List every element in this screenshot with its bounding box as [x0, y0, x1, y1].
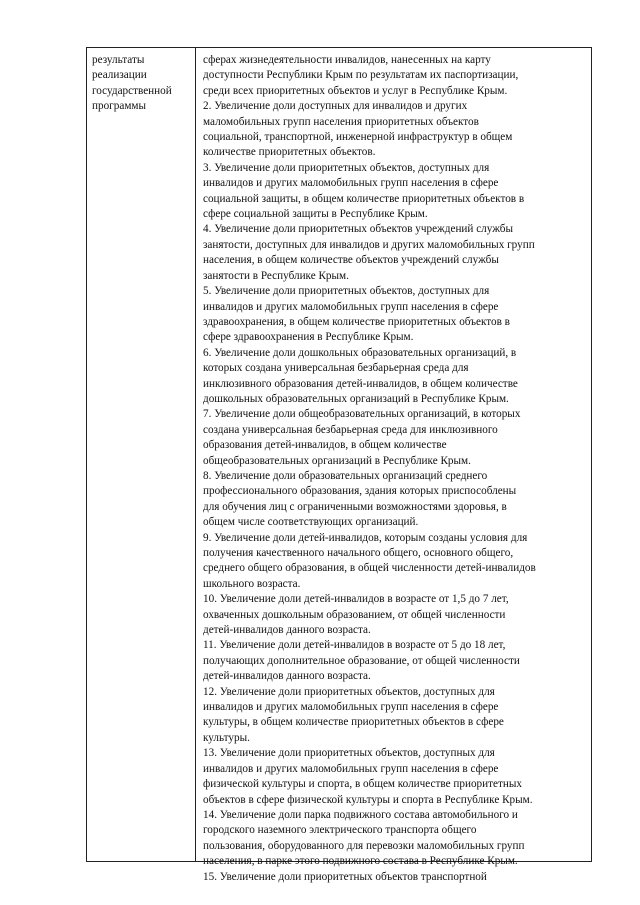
- right-cell-line: городского наземного электрического транспорта общего: [203, 824, 477, 837]
- right-cell-line: доступности Республики Крым по результатам их паспортизации,: [203, 69, 519, 82]
- right-cell-line: профессионального образования, здания которых приспособлены: [203, 485, 517, 498]
- right-cell-line: сферах жизнедеятельности инвалидов, нанесенных на карту: [203, 54, 491, 66]
- right-cell-line: создана универсальная безбарьерная среда для инклюзивного: [203, 423, 498, 436]
- right-cell-line: образования детей-инвалидов, в общем количестве: [203, 439, 447, 452]
- right-cell-content: [196, 48, 591, 883]
- left-cell-label: [87, 48, 196, 861]
- right-cell-line: населения, в парке этого подвижного состава в Республике Крым.: [203, 855, 518, 868]
- right-cell-line: общеобразовательных организаций в Республике Крым.: [203, 454, 471, 467]
- right-cell-line: общем числе соответствующих организаций.: [203, 516, 419, 529]
- right-cell-line: занятости в Республике Крым.: [203, 269, 349, 282]
- right-cell-line: 10. Увеличение доли детей-инвалидов в возрасте от 1,5 до 7 лет,: [203, 593, 509, 606]
- right-cell-line: которых создана универсальная безбарьерная среда для: [203, 362, 469, 375]
- right-cell-line: дошкольных образовательных организаций в Республике Крым.: [203, 392, 509, 405]
- right-cell-line: инклюзивного образования детей-инвалидов, в общем количестве: [203, 377, 518, 390]
- right-cell-line: 4. Увеличение доли приоритетных объектов учреждений службы: [203, 223, 513, 236]
- right-cell-line: инвалидов и других маломобильных групп населения в сфере: [203, 701, 499, 714]
- right-cell-line: 7. Увеличение доли общеобразовательных организаций, в которых: [203, 408, 521, 421]
- right-cell-line: занятости, доступных для инвалидов и других маломобильных групп: [203, 238, 535, 251]
- right-cell-line: культуры, в общем количестве приоритетных объектов в сфере: [203, 716, 504, 729]
- right-cell-line: инвалидов и других маломобильных групп населения в сфере: [203, 762, 499, 775]
- right-cell-line: населения, в общем количестве объектов учреждений службы: [203, 254, 499, 267]
- right-cell-line: 14. Увеличение доли парка подвижного состава автомобильного и: [203, 808, 518, 821]
- right-cell-line: 6. Увеличение доли дошкольных образовательных организаций, в: [203, 346, 517, 359]
- left-cell-line: программы: [92, 100, 146, 113]
- right-cell-line: получающих дополнительное образование, от общей численности: [203, 654, 520, 667]
- right-cell-line: 9. Увеличение доли детей-инвалидов, которым созданы условия для: [203, 531, 528, 544]
- right-cell-line: маломобильных групп населения приоритетных объектов: [203, 115, 479, 128]
- left-cell-line: результаты: [92, 54, 145, 66]
- right-cell-line: культуры.: [203, 731, 250, 744]
- right-cell-line: школьного возраста.: [203, 577, 301, 590]
- right-cell-line: детей-инвалидов данного возраста.: [203, 624, 371, 637]
- left-cell-line: реализации: [92, 69, 147, 82]
- right-cell-line: сфере социальной защиты в Республике Крым.: [203, 208, 428, 221]
- right-cell-line: получения качественного начального общего, основного общего,: [203, 547, 514, 559]
- right-cell-line: пользования, оборудованного для перевозки маломобильных групп: [203, 839, 525, 852]
- right-cell-line: инвалидов и других маломобильных групп населения в сфере: [203, 300, 499, 313]
- right-cell-line: социальной защиты, в общем количестве приоритетных объектов в: [203, 192, 525, 205]
- right-cell-line: количестве приоритетных объектов.: [203, 146, 376, 159]
- results-table: [86, 47, 592, 883]
- right-cell-line: здравоохранения, в общем количестве приоритетных объектов в: [203, 315, 510, 328]
- page-footer-mark: [314, 880, 326, 882]
- right-cell-line: 3. Увеличение доли приоритетных объектов, доступных для: [203, 161, 490, 174]
- right-cell-line: 5. Увеличение доли приоритетных объектов, доступных для: [203, 285, 490, 298]
- right-cell-line: 12. Увеличение доли приоритетных объектов, доступных для: [203, 685, 495, 698]
- right-cell-line: охваченных дошкольным образованием, от общей численности: [203, 608, 506, 621]
- right-cell-line: объектов в сфере физической культуры и спорта в Республике Крым.: [203, 793, 533, 806]
- right-cell-line: 15. Увеличение доли приоритетных объектов транспортной: [203, 870, 487, 883]
- right-cell-line: для обучения лиц с ограниченными возможностями здоровья, в: [203, 500, 507, 513]
- right-cell-line: 2. Увеличение доли доступных для инвалидов и других: [203, 100, 468, 113]
- right-cell-line: детей-инвалидов данного возраста.: [203, 670, 371, 683]
- right-cell-line: среди всех приоритетных объектов и услуг в Республике Крым.: [203, 84, 508, 97]
- left-cell-line: государственной: [92, 84, 172, 97]
- right-cell-line: среднего общего образования, в общей численности детей-инвалидов: [203, 562, 536, 575]
- right-cell-line: инвалидов и других маломобильных групп населения в сфере: [203, 177, 499, 190]
- right-cell-line: 11. Увеличение доли детей-инвалидов в возрасте от 5 до 18 лет,: [203, 639, 506, 652]
- right-cell-line: 8. Увеличение доли образовательных организаций среднего: [203, 469, 488, 482]
- right-cell-line: социальной, транспортной, инженерной инфраструктур в общем: [203, 131, 513, 144]
- right-cell-line: сфере здравоохранения в Республике Крым.: [203, 331, 414, 344]
- right-cell-line: 13. Увеличение доли приоритетных объектов, доступных для: [203, 747, 495, 760]
- right-cell-line: физической культуры и спорта, в общем количестве приоритетных: [203, 778, 522, 791]
